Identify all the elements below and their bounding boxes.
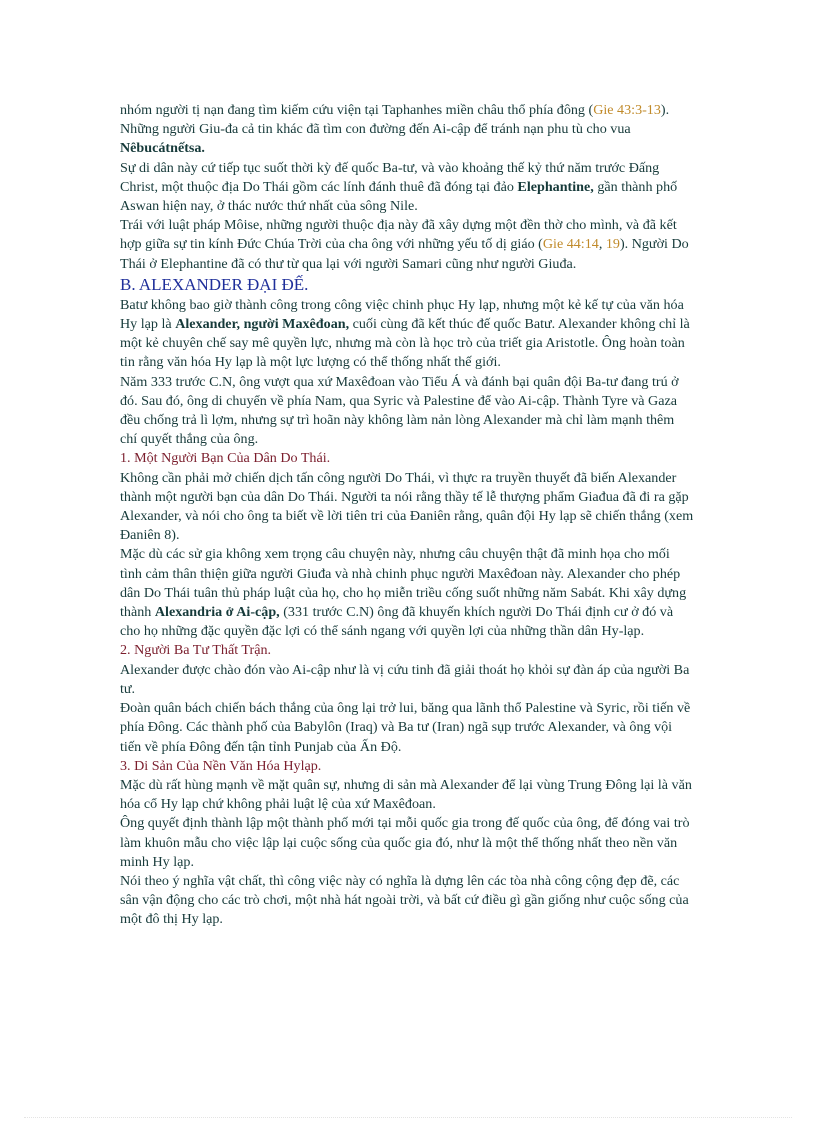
paragraph-7: Mặc dù các sử gia không xem trọng câu chuyện này, nhưng câu chuyện thật đã minh họa cho mối tình cảm thân thiện giữa người Giuđa và nhà chinh phục người Maxêđoan này. Alexander cho phép dân Do Thái tuân thủ pháp luật của họ, cho họ miễn triều cống suốt những năm Sabát. Khi xây dựng thành Alexandria ở Ai-cập, (331 trước C.N) ông đã khuyến khích người Do Thái định cư ở đó và cho họ những đặc quyền đặc lợi có thể sánh ngang với quyền lợi của những thần dân Hy-lạp.: [120, 546, 687, 640]
bold-term: Nêbucátnếtsa.: [120, 140, 205, 157]
subheading-2: 2. Người Ba Tư Thất Trận.: [120, 642, 272, 659]
paragraph-3: Trái với luật pháp Môise, những người thuộc địa này đã xây dựng một đền thờ cho mình, và đã kết hợp giữa sự tin kính Đức Chúa Trời của cha ông với những yếu tố dị giáo (Gie 44:14, 19). Người Do Thái ở Elephantine đã có thư từ qua lại với người Samari cũng như người Giuđa.: [120, 217, 689, 272]
scripture-link[interactable]: Gie 44:14: [542, 236, 599, 253]
scripture-link[interactable]: Gie 43:3-13: [593, 102, 661, 118]
paragraph-10: Mặc dù rất hùng mạnh về mặt quân sự, nhưng di sản mà Alexander để lại vùng Trung Đông lại là văn hóa cổ Hy lạp chứ không phải luật lệ của xứ Maxêđoan.: [120, 776, 692, 813]
scripture-link[interactable]: 19: [605, 236, 620, 253]
subheading-1: 1. Một Người Bạn Của Dân Do Thái.: [120, 450, 331, 467]
paragraph-8: Alexander được chào đón vào Ai-cập như là vị cứu tinh đã giải thoát họ khỏi sự đàn áp của người Ba tư.: [120, 661, 690, 697]
section-heading: B. ALEXANDER ĐẠI ĐẾ.: [120, 274, 309, 294]
bold-term: Alexander, người Maxêđoan,: [175, 316, 350, 333]
paragraph-6: Không cần phải mở chiến dịch tấn công người Do Thái, vì thực ra truyền thuyết đã biến Alexander thành một người bạn của dân Do Thái. Người ta nói rằng thầy tế lễ thượng phẩm Giađua đã đi ra gặp Alexander, và nói cho ông ta biết về lời tiên tri của Đaniên rằng, quân đội Hy lạp sẽ chiến thắng (xem Đaniên 8).: [120, 469, 694, 544]
subheading-3: 3. Di Sản Của Nền Văn Hóa Hylạp.: [120, 757, 322, 774]
document-body: [120, 101, 694, 930]
paragraph-2: Sự di dân này cứ tiếp tục suốt thời kỳ đế quốc Ba-tư, và vào khoảng thế kỷ thứ năm trước Đấng Christ, một thuộc địa Do Thái gồm các lính đánh thuê đã đóng tại đảo Elephantine, gần thành phố Aswan hiện nay, ở thác nước thứ nhất của sông Nile.: [120, 159, 678, 215]
paragraph-12: Nói theo ý nghĩa vật chất, thì công việc này có nghĩa là dựng lên các tòa nhà công cộng đẹp đẽ, các sân vận động cho các trò chơi, một nhà hát ngoài trời, và bất cứ điều gì gần giống như cuộc sống của một đô thị Hy lạp.: [120, 872, 689, 928]
bold-term: Elephantine,: [517, 178, 594, 195]
page-bottom-rule: [24, 1117, 792, 1118]
paragraph-4: Batư không bao giờ thành công trong công việc chinh phục Hy lạp, nhưng một kẻ kế tự của văn hóa Hy lạp là Alexander, người Maxêđoan, cuối cùng đã kết thúc đế quốc Batư. Alexander không chỉ là một kẻ chuyên chế say mê quyền lực, nhưng mà còn là học trò của triết gia Aristotle. Ông hoàn toàn tin rằng văn hóa Hy lạp là một lực lượng có thể thống nhất thế giới.: [120, 296, 690, 371]
bold-term: Alexandria ở Ai-cập,: [154, 604, 280, 621]
paragraph-9: Đoàn quân bách chiến bách thắng của ông lại trở lui, băng qua lãnh thổ Palestine và Syric, rồi tiến về phía Đông. Các thành phố của Babylôn (Iraq) và Ba tư (Iran) ngã sụp trước Alexander, và ông vội tiến về phía Đông đến tận tỉnh Punjab của Ấn Độ.: [120, 700, 691, 755]
paragraph-5: Năm 333 trước C.N, ông vượt qua xứ Maxêđoan vào Tiểu Á và đánh bại quân đội Ba-tư đang trú ở đó. Sau đó, ông di chuyển về phía Nam, qua Syric và Palestine để vào Ai-cập. Thành Tyre và Gaza đều chống trả lì lợm, nhưng sự trì hoãn này không làm nản lòng Alexander mà chỉ làm mạnh thêm chí quyết thắng của ông.: [120, 373, 679, 448]
paragraph-11: Ông quyết định thành lập một thành phố mới tại mỗi quốc gia trong đế quốc của ông, để đóng vai trò làm khuôn mẫu cho việc lập lại cuộc sống của quốc gia đó, như là một thể thống nhất theo nền văn minh Hy lạp.: [120, 815, 690, 870]
paragraph-1: nhóm người tị nạn đang tìm kiếm cứu viện tại Taphanhes miền châu thổ phía đông (Gie 43:3-13). Những người Giu-đa cả tin khác đã tìm con đường đến Ai-cập để tránh nạn phu tù cho vua Nêbucátnếtsa.: [120, 102, 670, 157]
